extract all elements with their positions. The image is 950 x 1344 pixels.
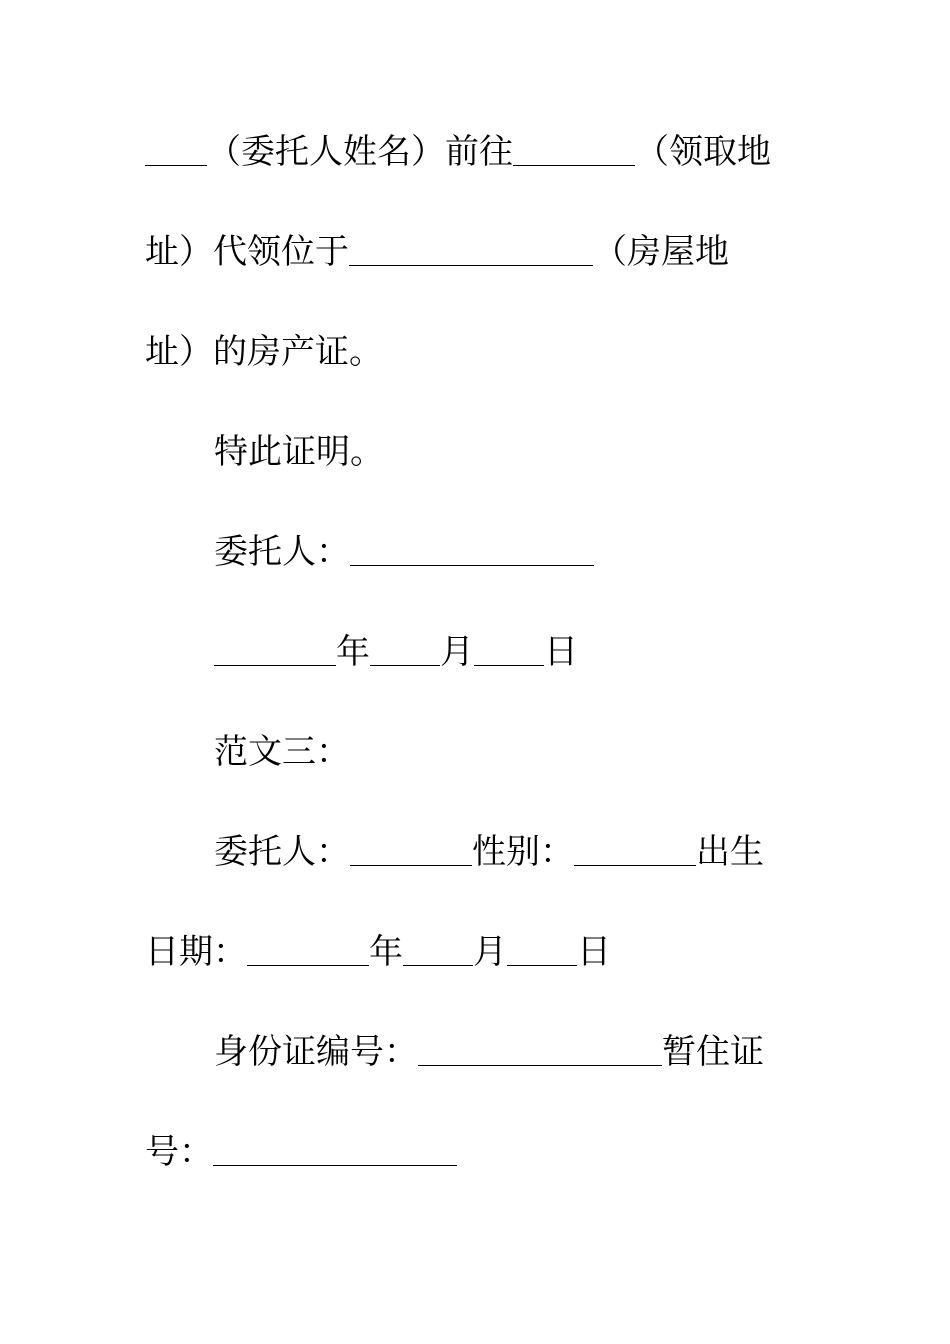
fill-blank[interactable]: [474, 635, 544, 666]
line-text: （房屋地: [593, 232, 729, 272]
line-text: （委托人姓名）前往: [207, 132, 513, 172]
line-text: 委托人：: [214, 832, 350, 872]
line-text: 出生: [696, 832, 764, 872]
text-line-7: [214, 730, 874, 774]
fill-blank[interactable]: [403, 935, 473, 966]
line-text: 年: [336, 632, 370, 672]
line-text: 日: [577, 932, 611, 972]
text-line-6: [214, 630, 874, 674]
line-text: 日期：: [145, 932, 247, 972]
line-text: 月: [473, 932, 507, 972]
fill-blank[interactable]: [370, 635, 440, 666]
text-line-9: [145, 930, 805, 974]
fill-blank[interactable]: [349, 235, 593, 266]
line-text: 址）代领位于: [145, 232, 349, 272]
fill-blank[interactable]: [574, 835, 696, 866]
text-line-5: [214, 530, 874, 574]
fill-blank[interactable]: [418, 1035, 662, 1066]
text-line-8: [214, 830, 874, 874]
line-text: 号：: [145, 1132, 213, 1172]
fill-blank[interactable]: [145, 135, 207, 166]
fill-blank[interactable]: [513, 135, 635, 166]
fill-blank[interactable]: [213, 1135, 457, 1166]
line-text: 性别：: [472, 832, 574, 872]
fill-blank[interactable]: [350, 835, 472, 866]
text-line-3: [145, 330, 805, 374]
fill-blank[interactable]: [507, 935, 577, 966]
line-text: 身份证编号：: [214, 1032, 418, 1072]
line-text: 年: [369, 932, 403, 972]
line-text: 委托人：: [214, 532, 350, 572]
fill-blank[interactable]: [350, 535, 594, 566]
text-line-4: [214, 430, 874, 474]
line-text: 址）的房产证。: [145, 332, 383, 372]
line-text: （领取地: [635, 132, 771, 172]
fill-blank[interactable]: [214, 635, 336, 666]
line-text: 范文三：: [214, 732, 350, 772]
fill-blank[interactable]: [247, 935, 369, 966]
line-text: 月: [440, 632, 474, 672]
text-line-10: [214, 1030, 874, 1074]
text-line-2: [145, 230, 805, 274]
line-text: 特此证明。: [214, 432, 384, 472]
line-text: 日: [544, 632, 578, 672]
text-line-1: [145, 130, 805, 174]
text-line-11: [145, 1130, 805, 1174]
line-text: 暂住证: [662, 1032, 764, 1072]
